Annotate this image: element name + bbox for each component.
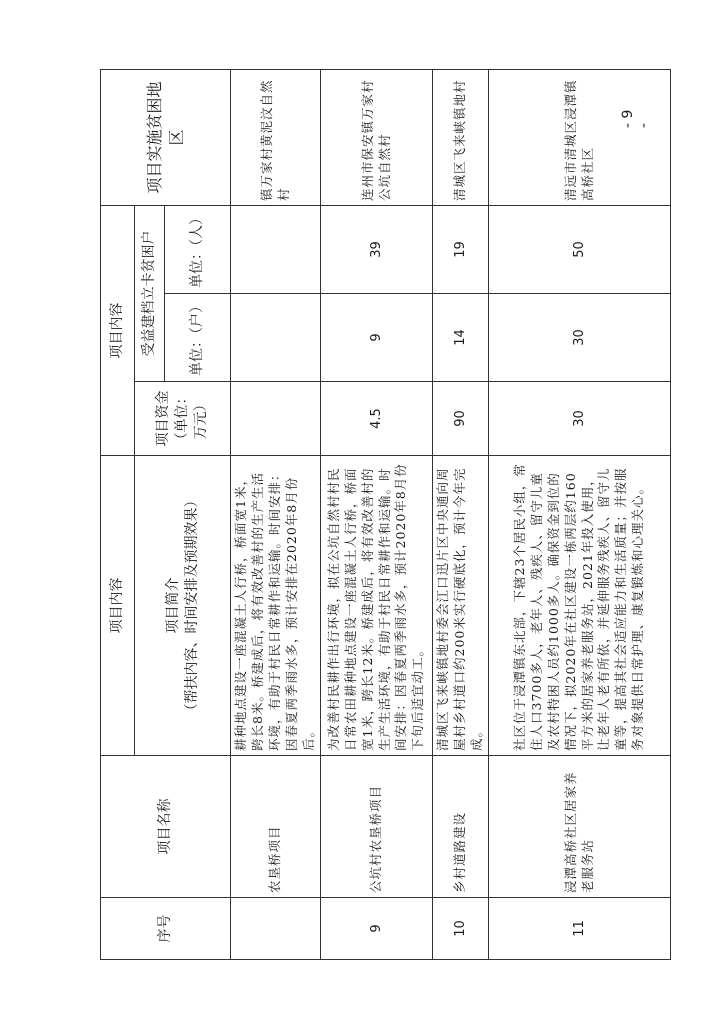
row-intro: 清城区飞来峡镇地村委会江口迅片区中央通向周屋村乡村道口约200米实行硬底化，预计今年完成。 [433,456,489,756]
header-beneficiary: 受益建档立卡贫困户 [135,205,165,381]
row-fund: 90 [433,382,489,456]
row-seq: 9 [321,898,433,960]
project-table [100,69,671,960]
row-intro: 耕种地点建设一座混凝土人行桥，桥面宽1米，跨长8米。桥建成后，将有效改善村的生产生活环境，有助于村民日常耕作和运输。时间安排：因春夏两季雨水多，预计安排在2020年8月份后。 [231,456,321,756]
header-intro-cell [135,456,231,756]
header-project-content-2: 项目内容 [101,205,135,455]
page-number: - 9 - [620,109,652,128]
header-intro-title: 项目简介 [164,577,181,634]
table-row [433,69,489,959]
row-households: 9 [321,294,433,382]
row-persons: 19 [433,205,489,293]
row-name: 公坑村农垦桥项目 [321,756,433,898]
header-unit-households: 单位：（户） [165,294,231,382]
table-row [489,69,671,959]
row-seq [231,898,321,960]
row-area: 镇万家村黄泥汶自然村 [231,69,321,205]
row-area: 连州市保安镇万家村公坑自然村 [321,69,433,205]
row-seq: 10 [433,898,489,960]
row-intro: 社区位于浸潭镇东北部，下辖23个居民小组，常住人口3700多人，老年人、残疾人、留守儿童及农村特困人员约1000多人。确保资金到位的情况下，拟2020年在社区建设一栋两层约160平方米的居家养老服务站，2021年投入使用，让老年人老有所依，并延伸服务残疾人、留守儿童等，提高其社会适应能力和生活质量；并按服务对象提供日常护理、康复锻炼和心理关心。 [489,456,671,756]
row-area: 清城区飞来峡镇地村 [433,69,489,205]
rotated-table-container [100,70,670,960]
header-project-name: 项目名称 [101,756,231,898]
row-households: 14 [433,294,489,382]
header-area: 项目实施贫困地区 [101,69,231,205]
header-fund: 项目资金（单位：万元） [135,382,231,456]
row-persons: 50 [489,205,671,293]
row-fund: 4.5 [321,382,433,456]
row-households [231,294,321,382]
row-name: 浸潭高桥社区居家养老服务站 [489,756,671,898]
row-households: 30 [489,294,671,382]
row-seq: 11 [489,898,671,960]
row-fund [231,382,321,456]
row-intro: 为改善村民耕作出行环境，拟在公坑自然村村民日常农田耕种地点建设一座混凝土人行桥，桥面宽1米，跨长12米。桥建成后，将有效改善村的生产生活环境，有助于村民日常耕作和运输。时间安排：因春夏两季雨水多，预计2020年8月份下旬后适宜动工。 [321,456,433,756]
row-fund: 30 [489,382,671,456]
row-persons: 39 [321,205,433,293]
header-intro-sub: （帮扶内容、时间安排及预期效果） [183,493,200,718]
row-name: 农垦桥项目 [231,756,321,898]
table-row [231,69,321,959]
table-row [321,69,433,959]
row-area: 清远市清城区浸潭镇高桥社区 [489,69,671,205]
header-seq: 序号 [101,898,231,960]
header-project-content: 项目内容 [101,456,135,756]
row-persons [231,205,321,293]
row-name: 乡村道路建设 [433,756,489,898]
header-unit-persons: 单位：（人） [165,205,231,293]
